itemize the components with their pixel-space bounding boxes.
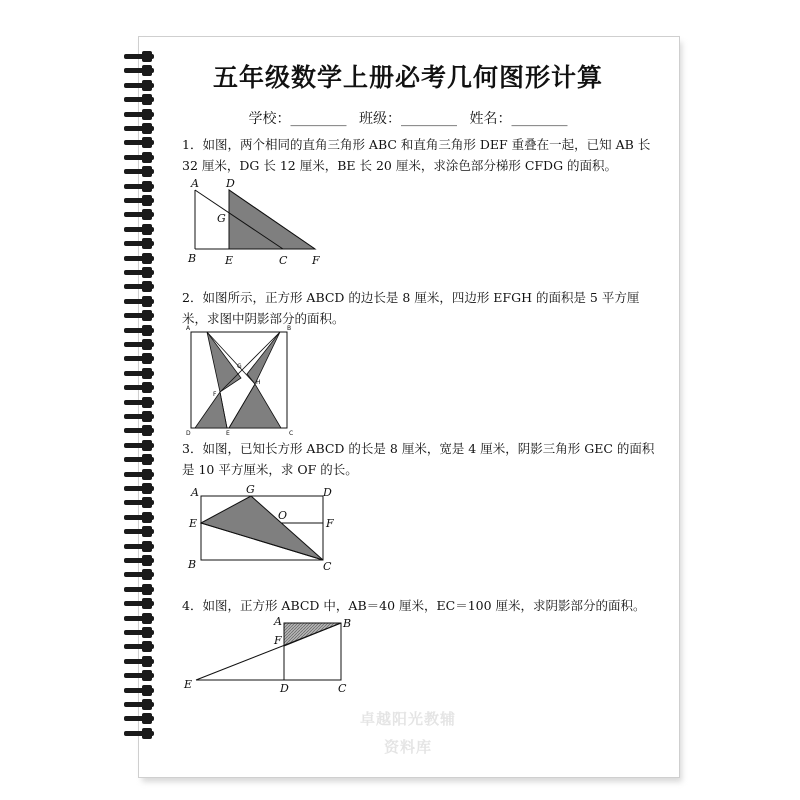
spiral-ring (120, 727, 156, 740)
shaded-triangle-gec (201, 496, 323, 560)
question-1-figure (185, 178, 335, 268)
label-f: F (274, 634, 282, 647)
spiral-ring (120, 352, 156, 365)
spiral-ring (120, 396, 156, 409)
watermark-line-1: 卓越阳光教辅 (359, 710, 456, 728)
shaded-left-triangle (207, 332, 241, 392)
label-e: E (184, 678, 193, 691)
spiral-ring (120, 468, 156, 481)
spiral-binding (120, 50, 160, 770)
question-4-text: 4．如图，正方形 ABCD 中，AB＝40 厘米，EC＝100 厘米，求阴影部分的面积。 (182, 598, 646, 613)
question-3-text: 3．如图，已知长方形 ABCD 的长是 8 厘米，宽是 4 厘米，阴影三角形 GEC 的面积是 10 平方厘米，求 OF 的长。 (182, 441, 655, 477)
label-h: H (256, 379, 261, 386)
name-field[interactable]: 姓名：________ (469, 111, 568, 127)
spiral-ring (120, 554, 156, 567)
spiral-ring (120, 525, 156, 538)
shaded-bottom-right-triangle (229, 384, 281, 428)
label-c: C (279, 254, 288, 267)
class-field[interactable]: 班级：________ (359, 111, 457, 127)
label-e: E (226, 430, 230, 437)
label-e: E (225, 254, 234, 267)
spiral-ring (120, 381, 156, 394)
question-4-figure (180, 612, 360, 696)
label-c: C (289, 430, 294, 437)
spiral-ring (120, 93, 156, 106)
label-f: F (326, 517, 334, 530)
watermark-line-2: 资料库 (383, 738, 432, 756)
spiral-ring (120, 439, 156, 452)
label-d: D (226, 177, 235, 190)
label-f: F (213, 391, 217, 398)
question-2-text: 2．如图所示，正方形 ABCD 的边长是 8 厘米，四边形 EFGH 的面积是 5 平方厘米，求图中阴影部分的面积。 (182, 290, 640, 326)
spiral-ring (120, 655, 156, 668)
label-b: B (343, 617, 352, 630)
shaded-right-triangle (247, 332, 280, 384)
spiral-ring (120, 669, 156, 682)
spiral-ring (120, 424, 156, 437)
spiral-ring (120, 194, 156, 207)
spiral-ring (120, 453, 156, 466)
shaded-bottom-left-triangle (195, 392, 227, 428)
question-1-text: 1．如图，两个相同的直角三角形 ABC 和直角三角形 DEF 重叠在一起，已知 AB 长 32 厘米，DG 长 12 厘米，BE 长 20 厘米，求涂色部分梯形 CFDG 的面积。 (182, 137, 651, 173)
spiral-ring (120, 410, 156, 423)
spiral-ring (120, 237, 156, 250)
label-b: B (188, 558, 197, 571)
label-a: A (191, 486, 199, 499)
spiral-ring (120, 252, 156, 265)
spiral-ring (120, 640, 156, 653)
spiral-ring (120, 180, 156, 193)
spiral-ring (120, 698, 156, 711)
spiral-ring (120, 136, 156, 149)
spiral-ring (120, 223, 156, 236)
label-d: D (280, 682, 289, 695)
label-a: A (274, 615, 282, 628)
spiral-ring (120, 338, 156, 351)
label-e: E (189, 517, 198, 530)
label-g: G (246, 483, 255, 496)
spiral-ring (120, 482, 156, 495)
spiral-ring (120, 208, 156, 221)
label-g: G (217, 212, 226, 225)
line-eb (196, 623, 341, 680)
school-field[interactable]: 学校：________ (248, 111, 347, 127)
spiral-ring (120, 496, 156, 509)
spiral-ring (120, 712, 156, 725)
spiral-ring (120, 165, 156, 178)
label-a: A (191, 177, 199, 190)
student-info-fields (138, 108, 678, 128)
spiral-ring (120, 280, 156, 293)
label-a: A (186, 325, 191, 332)
spiral-ring (120, 583, 156, 596)
spiral-ring (120, 511, 156, 524)
label-g: G (237, 363, 242, 370)
label-c: C (338, 682, 347, 695)
label-o: O (278, 509, 288, 522)
spiral-ring (120, 626, 156, 639)
spiral-ring (120, 568, 156, 581)
label-b: B (188, 252, 197, 265)
label-d: D (323, 486, 332, 499)
spiral-ring (120, 324, 156, 337)
label-f: F (312, 254, 320, 267)
label-d: D (186, 430, 191, 437)
page-title: 五年级数学上册必考几何图形计算 (212, 63, 603, 92)
spiral-ring (120, 684, 156, 697)
spiral-ring (120, 295, 156, 308)
spiral-ring (120, 597, 156, 610)
label-c: C (323, 560, 332, 573)
spiral-ring (120, 540, 156, 553)
spiral-ring (120, 151, 156, 164)
spiral-ring (120, 266, 156, 279)
spiral-ring (120, 612, 156, 625)
question-3-figure (185, 482, 345, 574)
spiral-ring (120, 367, 156, 380)
question-2-figure (185, 326, 295, 436)
spiral-ring (120, 309, 156, 322)
label-b: B (287, 325, 292, 332)
